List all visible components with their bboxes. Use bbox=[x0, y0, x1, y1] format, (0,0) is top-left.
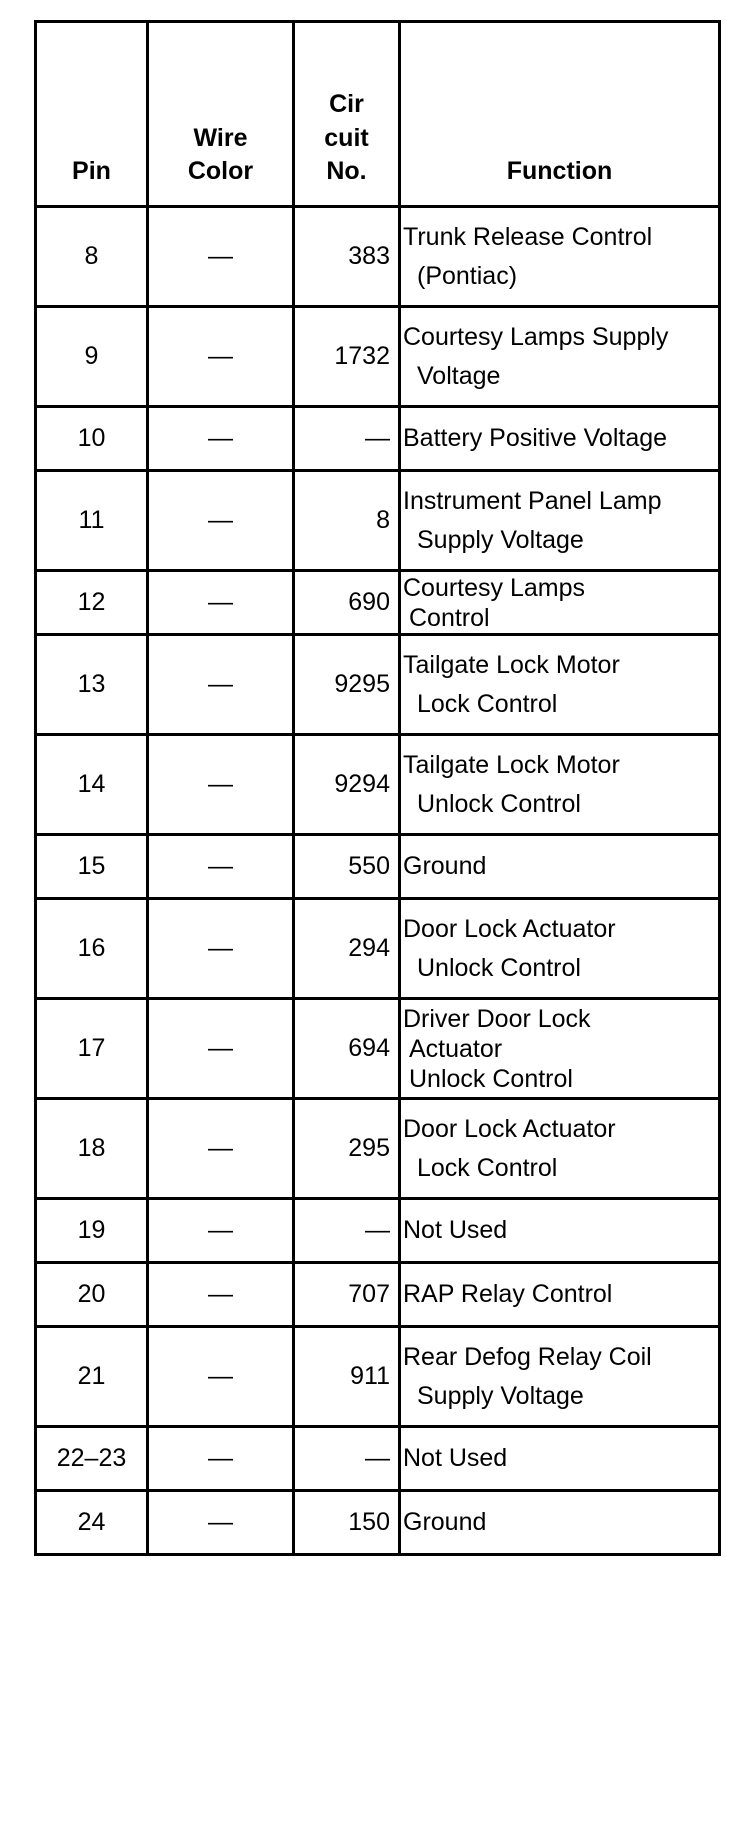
circuit-number-cell: — bbox=[294, 1427, 400, 1491]
circuit-number-cell: 294 bbox=[294, 899, 400, 999]
function-cell bbox=[400, 1199, 720, 1263]
table-row bbox=[36, 1327, 720, 1427]
table-row bbox=[36, 1263, 720, 1327]
function-line: Supply Voltage bbox=[417, 525, 584, 554]
circuit-number-cell: 295 bbox=[294, 1099, 400, 1199]
circuit-number-cell: 707 bbox=[294, 1263, 400, 1327]
wire-color-cell: — bbox=[148, 735, 294, 835]
function-line: Ground bbox=[403, 852, 487, 881]
circuit-number-cell: 690 bbox=[294, 571, 400, 635]
pin-cell: 15 bbox=[36, 835, 148, 899]
header-wire-color: Wire Color bbox=[148, 22, 294, 207]
wire-color-cell: — bbox=[148, 307, 294, 407]
function-line: Tailgate Lock Motor bbox=[403, 750, 620, 779]
pin-cell: 12 bbox=[36, 571, 148, 635]
pin-cell: 19 bbox=[36, 1199, 148, 1263]
table-row bbox=[36, 999, 720, 1099]
wire-color-cell: — bbox=[148, 899, 294, 999]
function-cell bbox=[400, 1491, 720, 1555]
function-line: Courtesy Lamps bbox=[403, 573, 586, 602]
pin-cell: 9 bbox=[36, 307, 148, 407]
circuit-number-cell: — bbox=[294, 407, 400, 471]
function-cell bbox=[400, 999, 720, 1099]
function-line: Battery Positive Voltage bbox=[403, 424, 668, 453]
function-line: Door Lock Actuator bbox=[403, 1114, 616, 1143]
table-row bbox=[36, 899, 720, 999]
wire-color-cell: — bbox=[148, 1491, 294, 1555]
wire-color-cell: — bbox=[148, 1263, 294, 1327]
function-line: Unlock Control bbox=[409, 1064, 573, 1093]
function-cell bbox=[400, 1099, 720, 1199]
pin-cell: 16 bbox=[36, 899, 148, 999]
wire-color-cell: — bbox=[148, 1099, 294, 1199]
table-row bbox=[36, 207, 720, 307]
circuit-number-cell: — bbox=[294, 1199, 400, 1263]
function-line: Courtesy Lamps Supply bbox=[403, 322, 669, 351]
circuit-number-cell: 8 bbox=[294, 471, 400, 571]
circuit-number-cell: 911 bbox=[294, 1327, 400, 1427]
circuit-number-cell: 694 bbox=[294, 999, 400, 1099]
function-cell bbox=[400, 307, 720, 407]
header-pin: Pin bbox=[36, 22, 148, 207]
circuit-number-cell: 9294 bbox=[294, 735, 400, 835]
wire-color-cell: — bbox=[148, 635, 294, 735]
circuit-number-cell: 383 bbox=[294, 207, 400, 307]
wire-color-cell: — bbox=[148, 571, 294, 635]
function-cell bbox=[400, 407, 720, 471]
wire-color-cell: — bbox=[148, 471, 294, 571]
function-cell bbox=[400, 1263, 720, 1327]
pin-cell: 20 bbox=[36, 1263, 148, 1327]
function-line: Not Used bbox=[403, 1444, 508, 1473]
function-line: Trunk Release Control bbox=[403, 222, 653, 251]
function-line: Lock Control bbox=[417, 689, 558, 718]
function-line: Tailgate Lock Motor bbox=[403, 650, 620, 679]
wire-color-cell: — bbox=[148, 999, 294, 1099]
wire-color-cell: — bbox=[148, 207, 294, 307]
function-cell bbox=[400, 571, 720, 635]
function-line: Unlock Control bbox=[417, 789, 581, 818]
function-cell bbox=[400, 899, 720, 999]
table-row bbox=[36, 407, 720, 471]
function-line: (Pontiac) bbox=[417, 261, 518, 290]
table-row bbox=[36, 571, 720, 635]
pin-cell: 24 bbox=[36, 1491, 148, 1555]
table-row bbox=[36, 835, 720, 899]
table-row bbox=[36, 471, 720, 571]
table-row bbox=[36, 1427, 720, 1491]
function-cell bbox=[400, 471, 720, 571]
function-line: Unlock Control bbox=[417, 953, 581, 982]
header-circuit-no: Cir cuit No. bbox=[294, 22, 400, 207]
function-line: Supply Voltage bbox=[417, 1381, 584, 1410]
pin-cell: 13 bbox=[36, 635, 148, 735]
pin-cell: 18 bbox=[36, 1099, 148, 1199]
pin-cell: 17 bbox=[36, 999, 148, 1099]
function-line: Instrument Panel Lamp bbox=[403, 486, 662, 515]
table-row bbox=[36, 1099, 720, 1199]
table-row bbox=[36, 735, 720, 835]
function-line: Control bbox=[409, 603, 490, 632]
pin-cell: 10 bbox=[36, 407, 148, 471]
function-line: Ground bbox=[403, 1508, 487, 1537]
wire-color-cell: — bbox=[148, 835, 294, 899]
function-line: Not Used bbox=[403, 1216, 508, 1245]
wire-color-cell: — bbox=[148, 1199, 294, 1263]
wire-color-cell: — bbox=[148, 1327, 294, 1427]
header-function: Function bbox=[400, 22, 720, 207]
function-line: Voltage bbox=[417, 361, 501, 390]
wire-color-cell: — bbox=[148, 407, 294, 471]
table-row bbox=[36, 307, 720, 407]
table-row bbox=[36, 1199, 720, 1263]
function-line: Door Lock Actuator bbox=[403, 914, 616, 943]
function-cell bbox=[400, 1427, 720, 1491]
table-row bbox=[36, 635, 720, 735]
circuit-number-cell: 1732 bbox=[294, 307, 400, 407]
wire-color-cell: — bbox=[148, 1427, 294, 1491]
function-cell bbox=[400, 835, 720, 899]
pin-cell: 14 bbox=[36, 735, 148, 835]
function-line: Driver Door Lock bbox=[403, 1004, 591, 1033]
pin-cell: 21 bbox=[36, 1327, 148, 1427]
function-cell bbox=[400, 635, 720, 735]
function-cell bbox=[400, 735, 720, 835]
pin-cell: 22–23 bbox=[36, 1427, 148, 1491]
function-line: RAP Relay Control bbox=[403, 1280, 613, 1309]
circuit-number-cell: 9295 bbox=[294, 635, 400, 735]
function-line: Lock Control bbox=[417, 1153, 558, 1182]
header-row bbox=[36, 22, 720, 207]
pin-cell: 8 bbox=[36, 207, 148, 307]
table-row bbox=[36, 1491, 720, 1555]
circuit-number-cell: 550 bbox=[294, 835, 400, 899]
pin-cell: 11 bbox=[36, 471, 148, 571]
function-cell bbox=[400, 1327, 720, 1427]
function-line: Rear Defog Relay Coil bbox=[403, 1342, 652, 1371]
function-line: Actuator bbox=[409, 1034, 503, 1063]
connector-pinout-table bbox=[34, 20, 721, 1556]
function-cell bbox=[400, 207, 720, 307]
circuit-number-cell: 150 bbox=[294, 1491, 400, 1555]
